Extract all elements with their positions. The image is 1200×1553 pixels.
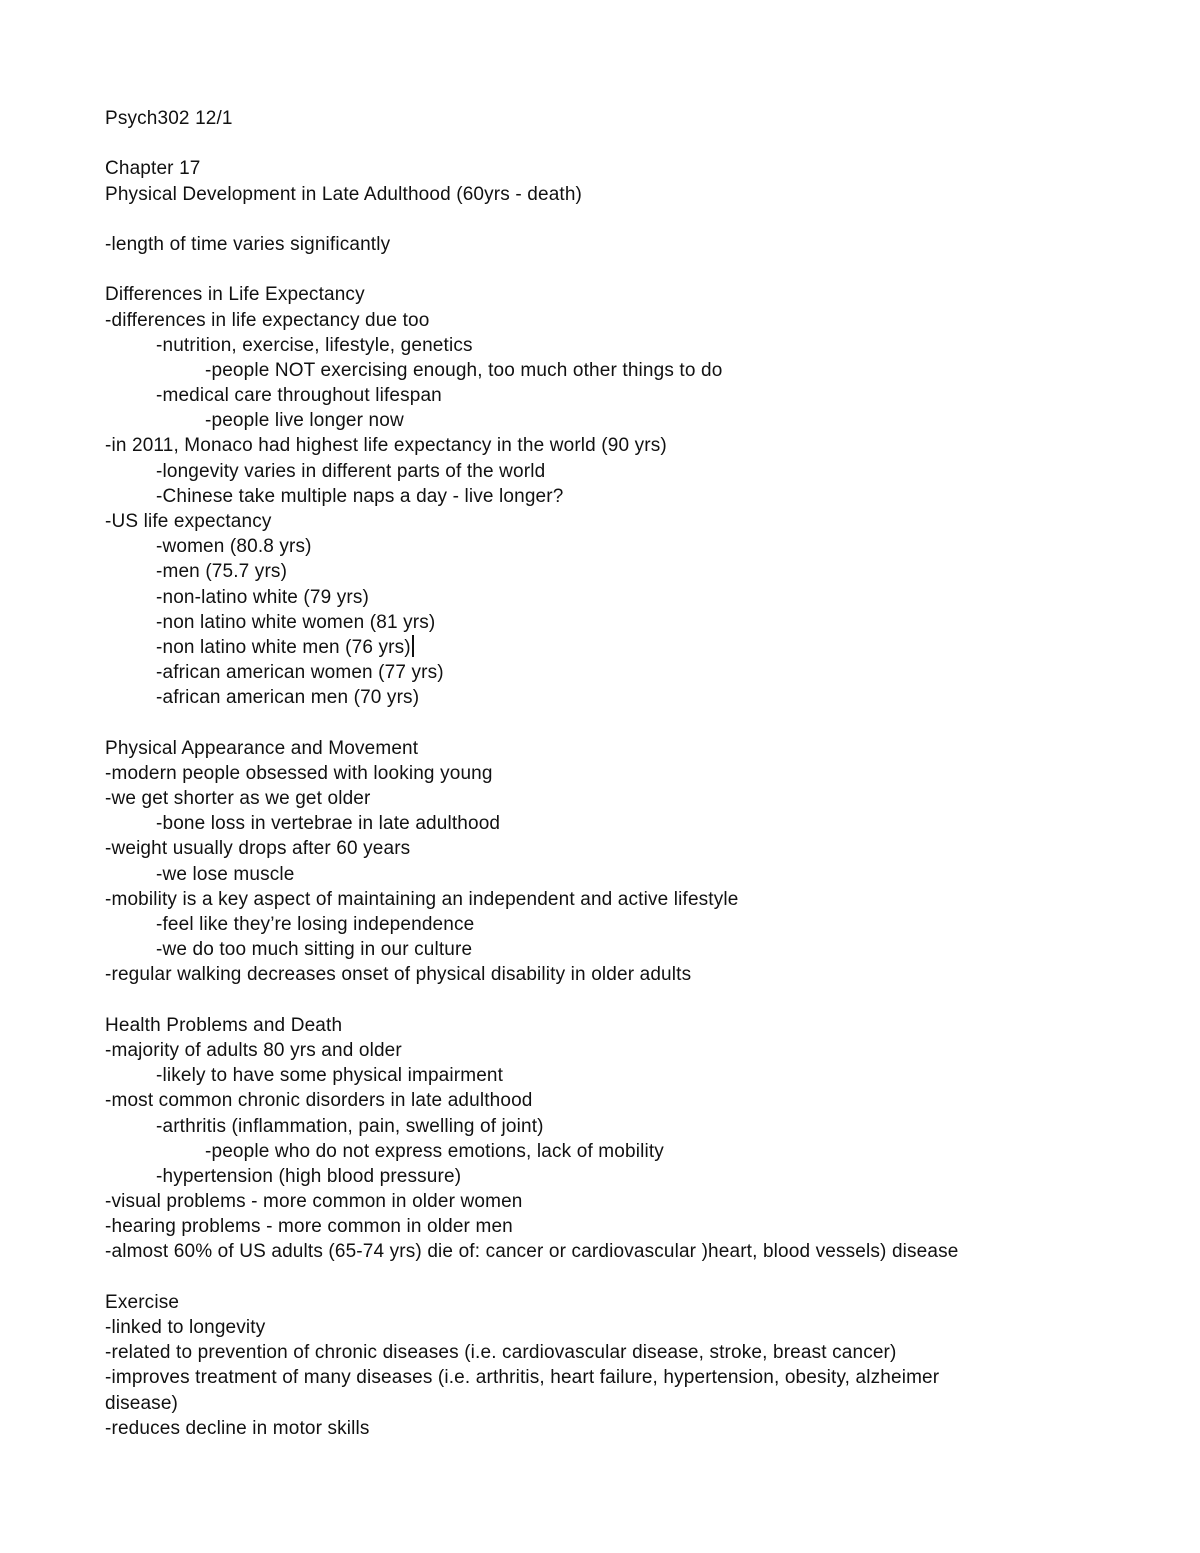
note-line: -majority of adults 80 yrs and older xyxy=(105,1039,402,1061)
note-line: -people live longer now xyxy=(205,410,404,432)
note-line: -Chinese take multiple naps a day - live longer? xyxy=(156,485,564,507)
note-line: -hypertension (high blood pressure) xyxy=(156,1165,462,1187)
note-line: -improves treatment of many diseases (i.e. arthritis, heart failure, hypertension, obesity, alzheimer xyxy=(105,1367,940,1389)
note-line: -we lose muscle xyxy=(156,863,295,885)
note-line: -modern people obsessed with looking young xyxy=(105,762,493,784)
note-line: -mobility is a key aspect of maintaining an independent and active lifestyle xyxy=(105,888,739,910)
note-line: -regular walking decreases onset of physical disability in older adults xyxy=(105,964,692,986)
note-line: -in 2011, Monaco had highest life expectancy in the world (90 yrs) xyxy=(105,435,667,457)
text-cursor xyxy=(412,635,414,657)
note-line: -arthritis (inflammation, pain, swelling of joint) xyxy=(156,1115,544,1137)
note-line-continuation: disease) xyxy=(105,1392,179,1414)
note-line: -related to prevention of chronic diseases (i.e. cardiovascular disease, stroke, breast cancer) xyxy=(105,1342,897,1364)
note-line: -bone loss in vertebrae in late adulthood xyxy=(156,813,501,835)
note-line: -length of time varies significantly xyxy=(105,233,391,255)
note-line: -we do too much sitting in our culture xyxy=(156,939,473,961)
note-line: -US life expectancy xyxy=(105,511,272,532)
blank-line xyxy=(105,131,1105,156)
note-line: -likely to have some physical impairment xyxy=(156,1065,504,1087)
section-heading-health: Health Problems and Death xyxy=(105,1014,343,1036)
note-line: -african american women (77 yrs) xyxy=(156,662,444,684)
document-page[interactable] xyxy=(105,106,1105,1441)
note-line: -differences in life expectancy due too xyxy=(105,309,430,331)
note-line: -linked to longevity xyxy=(105,1317,266,1338)
note-line-with-cursor[interactable] xyxy=(105,635,1105,660)
note-line: -people NOT exercising enough, too much other things to do xyxy=(205,359,723,381)
note-line: -almost 60% of US adults (65-74 yrs) die of: cancer or cardiovascular )heart, blood vessels) disease xyxy=(105,1241,959,1263)
blank-line xyxy=(105,207,1105,232)
blank-line xyxy=(105,711,1105,736)
note-line: -non latino white women (81 yrs) xyxy=(156,611,436,633)
note-line: -hearing problems - more common in older men xyxy=(105,1216,513,1238)
note-line: -medical care throughout lifespan xyxy=(156,385,442,407)
blank-line xyxy=(105,1265,1105,1290)
note-line: -non-latino white (79 yrs) xyxy=(156,586,369,608)
note-line: -visual problems - more common in older women xyxy=(105,1191,523,1213)
blank-line xyxy=(105,988,1105,1013)
section-heading-life-expectancy: Differences in Life Expectancy xyxy=(105,284,365,306)
section-heading-appearance: Physical Appearance and Movement xyxy=(105,737,419,759)
course-title: Psych302 12/1 xyxy=(105,108,233,129)
topic-title: Physical Development in Late Adulthood (60yrs - death) xyxy=(105,183,583,205)
note-line: -men (75.7 yrs) xyxy=(156,561,288,583)
note-line: -nutrition, exercise, lifestyle, genetics xyxy=(156,334,473,356)
note-line: -weight usually drops after 60 years xyxy=(105,838,411,860)
note-text: -non latino white men (76 yrs) xyxy=(156,636,411,658)
section-heading-exercise: Exercise xyxy=(105,1291,180,1313)
note-line: -feel like they’re losing independence xyxy=(156,914,475,935)
note-line: -reduces decline in motor skills xyxy=(105,1417,370,1439)
chapter-title: Chapter 17 xyxy=(105,158,201,180)
note-line: -african american men (70 yrs) xyxy=(156,687,420,709)
blank-line xyxy=(105,257,1105,282)
note-line: -most common chronic disorders in late adulthood xyxy=(105,1090,533,1112)
note-line: -women (80.8 yrs) xyxy=(156,536,312,558)
note-line: -people who do not express emotions, lack of mobility xyxy=(205,1140,664,1162)
note-line: -we get shorter as we get older xyxy=(105,788,371,810)
note-line: -longevity varies in different parts of the world xyxy=(156,460,546,482)
